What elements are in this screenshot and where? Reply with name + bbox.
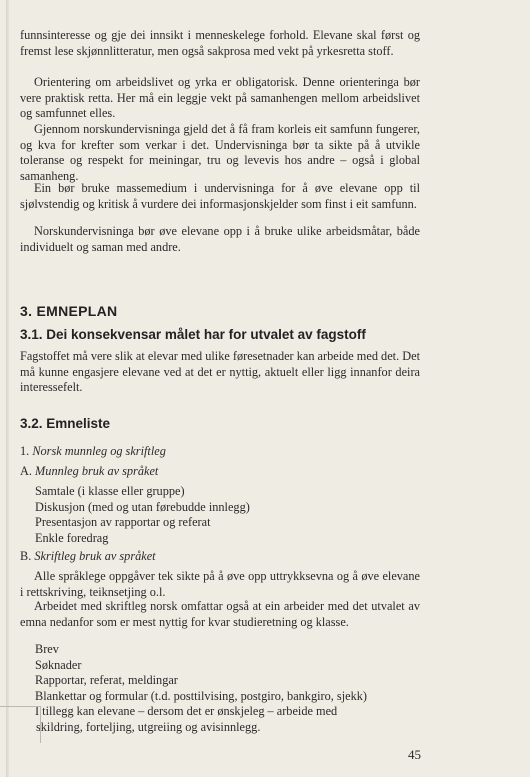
section-b — [20, 549, 156, 565]
list-munnleg — [35, 484, 250, 546]
paragraph-massemedium: Ein bør bruke massemedium i undervisninga for å øve elevane opp til sjølvstendig og kritisk å vurdere dei informasjonskjelder som finst i eit samfunn. — [20, 181, 420, 211]
corner-mark — [0, 706, 41, 743]
list-item: skildring, forteljing, utgreiing og avisinnlegg. — [36, 719, 261, 734]
section-b-title: Skriftleg bruk av språket — [34, 549, 156, 563]
section-1-number: 1. — [20, 444, 30, 458]
list-item: Rapportar, referat, meldingar — [35, 673, 178, 688]
paragraph-samfunn: Gjennom norskundervisninga gjeld det å få fram korleis eit samfunn fungerer, og kva for krefter som verkar i det. Undervisninga bør ta sikte på å utvikle toleranse og respekt for meiningar, tru og levevis hos andre – også i global samanheng. — [20, 122, 420, 183]
heading-emneplan: 3. EMNEPLAN — [20, 303, 118, 319]
section-b-letter: B. — [20, 549, 32, 563]
paragraph-skriftleg: Arbeidet med skriftleg norsk omfattar også at ein arbeider med det utvalet av emna nedanfor som er mest nyttig for kvar studieretning og klasse. — [20, 599, 420, 629]
list-item: Presentasjon av rapportar og referat — [35, 515, 211, 530]
list-item: Søknader — [35, 657, 82, 672]
paragraph-fagstoff: Fagstoffet må vere slik at elevar med ulike føresetnader kan arbeide med det. Det må kunne engasjere elevane ved at det er nyttig, aktuelt eller ligg innanfor deira interessefelt. — [20, 349, 420, 395]
list-item: Brev — [35, 642, 59, 656]
list-item: Enkle foredrag — [35, 530, 109, 545]
list-item: I tillegg kan elevane – dersom det er ønskjeleg – arbeide med — [35, 704, 338, 719]
list-item: Diskusjon (med og utan førebudde innlegg) — [35, 499, 250, 514]
heading-konsekvensar: 3.1. Dei konsekvensar målet har for utvalet av fagstoff — [20, 327, 366, 342]
paragraph-sprakleg: Alle språklege oppgåver tek sikte på å øve opp uttrykksevna og å øve elevane i rettskriving, teiknsetjing o.l. — [20, 569, 420, 599]
section-a-title: Munnleg bruk av språket — [35, 464, 159, 478]
paragraph-arbeidsmatar: Norskundervisninga bør øve elevane opp i å bruke ulike arbeidsmåtar, både individuelt og saman med andre. — [20, 224, 420, 254]
heading-emneliste: 3.2. Emneliste — [20, 416, 111, 431]
section-1-title: Norsk munnleg og skriftleg — [32, 444, 166, 458]
list-skriftleg — [35, 642, 367, 736]
section-a — [20, 464, 158, 480]
list-item: Blankettar og formular (t.d. posttilvising, postgiro, bankgiro, sjekk) — [35, 688, 367, 703]
page-number: 45 — [408, 747, 421, 762]
section-1 — [20, 444, 166, 460]
section-a-letter: A. — [20, 464, 32, 478]
list-item: Samtale (i klasse eller gruppe) — [35, 484, 185, 498]
paragraph-orientering: Orientering om arbeidslivet og yrka er obligatorisk. Denne orienteringa bør vere praktisk retta. Her må ein leggje vekt på samanhengen mellom arbeidslivet og samfunnet elles. — [20, 75, 420, 121]
paragraph-intro: funnsinteresse og gje dei innsikt i menneskelege forhold. Elevane skal først og fremst lese skjønnlitteratur, men også sakprosa med vekt på yrkesretta stoff. — [20, 28, 420, 58]
